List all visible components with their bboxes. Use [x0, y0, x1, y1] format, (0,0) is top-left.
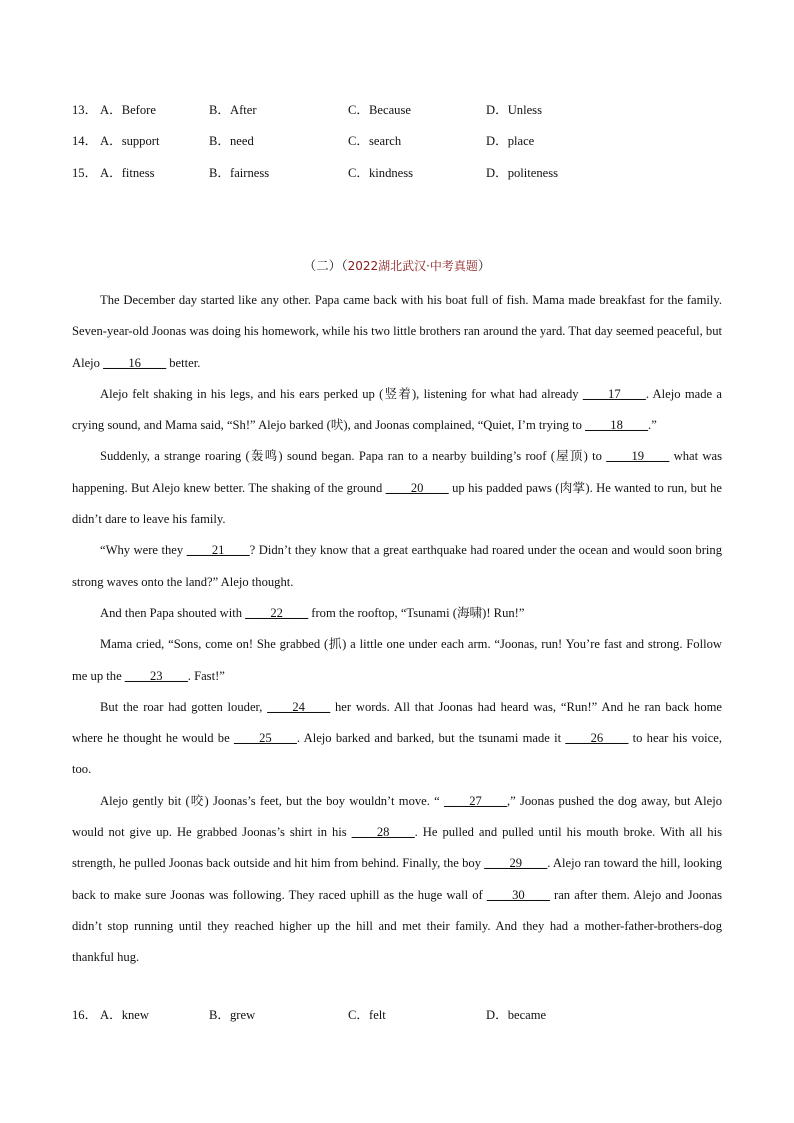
passage-text: Alejo felt shaking in his legs, and his ears perked up (竖着), listening for what had already: [100, 386, 583, 401]
passage-paragraph: [72, 441, 722, 535]
option-b: B．grew: [209, 1008, 256, 1022]
cloze-blank: ____22____: [245, 605, 309, 620]
passage-paragraph: [72, 285, 722, 379]
passage-paragraph: [72, 598, 722, 629]
cloze-blank: ____25____: [233, 731, 297, 746]
section-title-suffix: ）: [477, 259, 491, 273]
cloze-blank: ____24____: [267, 699, 331, 714]
question-row: [72, 131, 752, 151]
passage-text: Mama cried, “Sons, come on! She grabbed (抓) a little one under each arm. “Joonas, run! You’re fast and strong. Follow me up the: [72, 637, 722, 683]
option-a: A．knew: [100, 1008, 149, 1022]
passage-text: . Alejo ran toward the hill, looking back to make sure Joonas was following. They raced uphill as the huge wall of: [72, 856, 722, 902]
question-row: [72, 100, 752, 120]
passage-text: from the rooftop, “Tsunami (海啸)! Run!”: [308, 605, 525, 620]
option-d: D．became: [486, 1008, 547, 1022]
passage-text: .”: [648, 418, 657, 433]
passage-text: to hear his voice, too.: [72, 731, 722, 777]
option-a: A．Before: [100, 103, 156, 117]
passage-text: And then Papa shouted with: [100, 605, 246, 620]
option-a: A．fitness: [100, 166, 155, 180]
cloze-blank: ____17____: [582, 386, 646, 401]
option-c: C．felt: [348, 1008, 386, 1022]
passage-text: . Fast!”: [187, 668, 225, 683]
question-row: [72, 163, 752, 183]
cloze-blank: ____23____: [124, 668, 188, 683]
option-b: B．After: [209, 103, 257, 117]
cloze-blank: ____19____: [606, 449, 670, 464]
cloze-blank: ____29____: [484, 856, 548, 871]
cloze-blank: ____20____: [385, 480, 449, 495]
question-number: 16．: [72, 1008, 98, 1022]
cloze-passage: [72, 285, 722, 974]
option-c: C．Because: [348, 103, 411, 117]
passage-text: “Why were they: [100, 543, 187, 558]
passage-paragraph: [72, 692, 722, 786]
passage-text: ? Didn’t they know that a great earthquake had roared under the ocean and would soon bring strong waves onto the land?” Alejo thought.: [72, 543, 723, 589]
passage-text: up his padded paws (肉掌). He wanted to run, but he didn’t dare to leave his family.: [72, 480, 722, 527]
option-b: B．fairness: [209, 166, 270, 180]
cloze-blank: ____27____: [444, 793, 507, 808]
passage-paragraph: [72, 535, 722, 598]
passage-text: what was happening. But Alejo knew better. The shaking of the ground: [72, 449, 722, 495]
option-c: C．kindness: [348, 166, 414, 180]
cloze-blank: ____18____: [585, 418, 649, 433]
question-number: 15．: [72, 166, 98, 180]
passage-text: Alejo gently bit (咬) Joonas’s feet, but the boy wouldn’t move. “: [100, 793, 444, 808]
cloze-blank: ____28____: [351, 825, 415, 840]
passage-text: better.: [166, 355, 201, 370]
passage-text: . Alejo made a crying sound, and Mama said, “Sh!” Alejo barked (吠), and Joonas complained, “Quiet, I’m trying to: [72, 386, 722, 433]
passage-paragraph: [72, 629, 722, 692]
option-c: C．search: [348, 134, 402, 148]
cloze-blank: ____26____: [565, 731, 629, 746]
option-d: D．politeness: [486, 166, 559, 180]
cloze-blank: ____30____: [486, 887, 550, 902]
option-b: B．need: [209, 134, 254, 148]
cloze-blank: ____16____: [103, 355, 167, 370]
question-row: [72, 1005, 752, 1025]
passage-text: Suddenly, a strange roaring (轰鸣) sound began. Papa ran to a nearby building’s roof (屋顶) to: [100, 449, 607, 464]
section-title: [0, 256, 794, 276]
option-d: D．Unless: [486, 103, 542, 117]
passage-text: The December day started like any other. Papa came back with his boat full of fish. Mama made breakfast for the family. Seven-year-old Joonas was doing his homework, while his two little brothers ran around the yard. That day seemed peaceful, but Alejo: [72, 293, 722, 370]
passage-text: ,” Joonas pushed the dog away, but Alejo would not give up. He grabbed Joonas’s shirt in his: [72, 793, 722, 840]
option-d: D．place: [486, 134, 535, 148]
passage-text: . He pulled and pulled until his mouth broke. With all his strength, he pulled Joonas back outside and hit him from behind. Finally, the boy: [72, 825, 723, 871]
question-number: 13．: [72, 103, 98, 117]
passage-text: But the roar had gotten louder,: [100, 699, 268, 714]
passage-text: her words. All that Joonas had heard was, “Run!” And he ran back home where he thought he would be: [72, 699, 722, 746]
passage-paragraph: [72, 379, 722, 442]
option-a: A．support: [100, 134, 160, 148]
cloze-blank: ____21____: [186, 543, 250, 558]
passage-paragraph: [72, 786, 722, 974]
section-title-prefix: （二）（: [303, 259, 348, 273]
passage-text: ran after them. Alejo and Joonas didn’t stop running until they reached higher up the hill and met their family. And they had a mother-father-brothers-dog thankful hug.: [72, 887, 722, 965]
section-source: 2022湖北武汉·中考真题: [347, 259, 478, 273]
passage-text: . Alejo barked and barked, but the tsunami made it: [296, 731, 566, 746]
question-number: 14．: [72, 134, 98, 148]
